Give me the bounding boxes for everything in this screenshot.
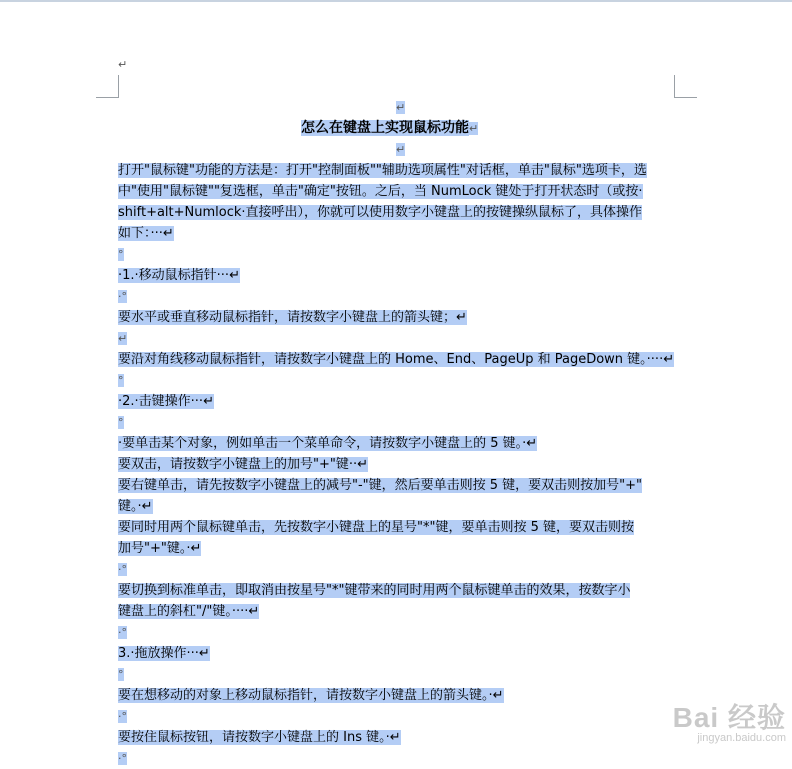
doc-line[interactable]: 要同时用两个鼠标键单击，先按数字小键盘上的星号"*"键，要单击则按 5 键，要双击则按 [118,520,634,535]
doc-line[interactable]: ° [118,248,124,261]
doc-line[interactable]: 要沿对角线移动鼠标指针，请按数字小键盘上的 Home、End、PageUp 和 PageDown 键。····↵ [118,352,675,367]
doc-line[interactable]: 键。·↵ [118,499,153,514]
doc-title[interactable]: 怎么在键盘上实现鼠标功能↵ [301,120,479,136]
watermark-logo: Bai 经验 [672,702,786,733]
doc-line[interactable]: ·° [118,710,127,723]
doc-line[interactable]: ·° [118,290,127,303]
doc-line[interactable]: 加号"+"键。·↵ [118,541,202,556]
doc-line[interactable]: 如下：···↵ [118,226,174,241]
title-pre-mark[interactable]: ↵ [396,101,406,114]
doc-line[interactable]: shift+alt+Numlock·直接呼出），你就可以使用数字小键盘上的按键操纵鼠标了，具体操作 [118,205,643,220]
doc-line[interactable]: 要切换到标准单击，即取消由按星号"*"键带来的同时用两个鼠标键单击的效果，按数字小 [118,583,631,598]
doc-line[interactable]: 要右键单击，请先按数字小键盘上的减号"-"键，然后要单击则按 5 键，要双击则按加号"+" [118,478,643,493]
doc-line[interactable]: 要水平或垂直移动鼠标指针，请按数字小键盘上的箭头键；↵ [118,310,467,325]
doc-title-text: 怎么在键盘上实现鼠标功能 [301,120,469,136]
doc-line[interactable]: 要双击，请按数字小键盘上的加号"+"键··↵ [118,457,369,472]
doc-line[interactable]: 打开"鼠标键"功能的方法是：打开"控制面板""辅助选项属性"对话框，单击"鼠标"选项卡，选 [118,163,647,178]
watermark-url: jingyan.baidu.com [697,732,786,744]
doc-line[interactable]: ·要单击某个对象，例如单击一个菜单命令，请按数字小键盘上的 5 键。·↵ [118,436,538,451]
doc-line[interactable]: ·° [118,626,127,639]
doc-line[interactable]: ·° [118,752,127,765]
doc-line[interactable]: ° [118,416,124,429]
baidu-jingyan-watermark [673,696,786,744]
title-post-mark[interactable]: ↵ [396,143,406,156]
section-heading-3[interactable]: 3.·拖放操作···↵ [118,646,210,661]
doc-line[interactable]: ° [118,668,124,681]
doc-line[interactable]: 中"使用"鼠标键""复选框，单击"确定"按钮。之后，当 NumLock 键处于打开状态时（或按· [118,184,643,199]
section-heading-1[interactable]: ·1.·移动鼠标指针···↵ [118,268,240,283]
doc-line[interactable]: 要按住鼠标按钮，请按数字小键盘上的 Ins 键。·↵ [118,730,401,745]
window-top-border [0,0,792,2]
doc-line[interactable]: ↵ [118,332,128,345]
doc-line[interactable]: 要在想移动的对象上移动鼠标指针，请按数字小键盘上的箭头键。·↵ [118,688,504,703]
header-paragraph-mark: ↵ [118,58,128,71]
doc-line[interactable]: ·° [118,563,127,576]
doc-line[interactable]: 键盘上的斜杠"/"键。····↵ [118,604,260,619]
doc-line[interactable]: ° [118,374,124,387]
margin-corner-top-left [118,75,119,97]
margin-corner-top-right-h [674,97,697,98]
section-heading-2[interactable]: ·2.·击键操作···↵ [118,394,214,409]
margin-corner-top-left-h [96,97,119,98]
margin-corner-top-right [674,75,675,97]
